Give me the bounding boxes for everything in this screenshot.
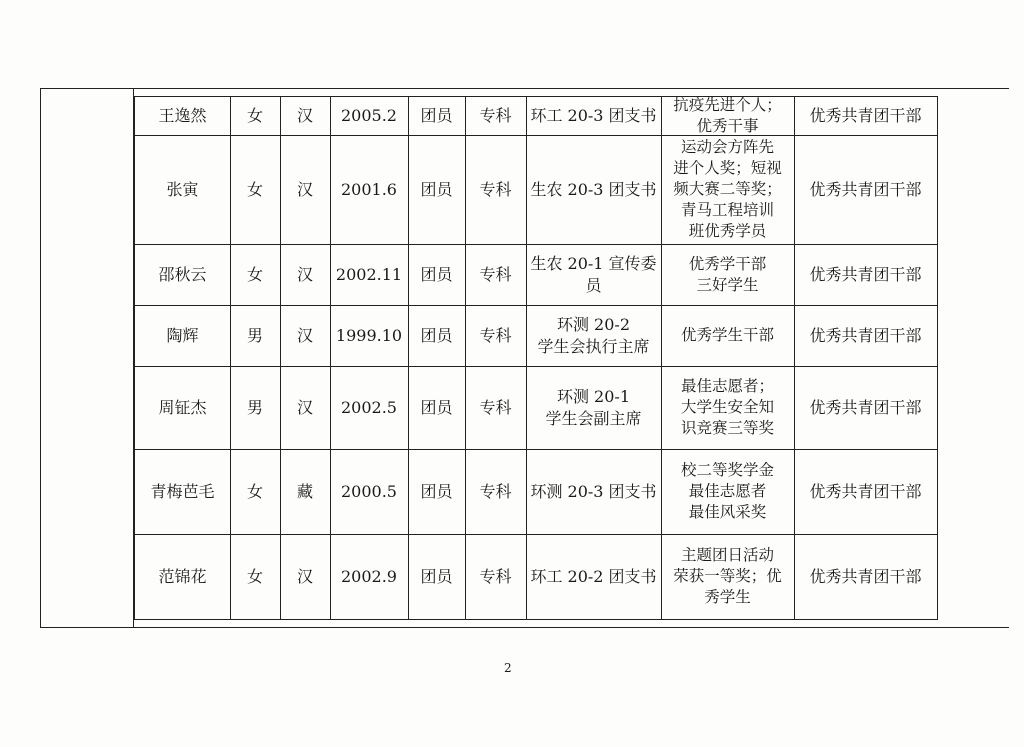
birth-date-text: 2002.11	[335, 264, 403, 284]
name-text: 范锦花	[158, 566, 207, 586]
gender-cell	[230, 366, 281, 450]
honor-title-cell	[794, 366, 938, 450]
education-cell	[465, 305, 527, 367]
awards-text: 校二等奖学金 最佳志愿者 最佳风采奖	[680, 461, 774, 521]
name-text: 张寅	[166, 179, 199, 199]
political-status-cell	[408, 449, 466, 535]
honor-title-text: 优秀共青团干部	[809, 179, 922, 199]
table-row	[134, 96, 946, 136]
table-row	[134, 305, 946, 367]
position-cell	[526, 244, 662, 306]
gender-cell	[230, 449, 281, 535]
honor-title-text: 优秀共青团干部	[809, 481, 922, 501]
awards-text: 优秀学干部 三好学生	[688, 254, 767, 294]
position-text: 环测 20-2 学生会执行主席	[537, 314, 650, 356]
name-cell	[134, 96, 231, 136]
awards-cell	[661, 135, 795, 245]
political-status-cell	[408, 135, 466, 245]
name-cell	[134, 305, 231, 367]
position-text: 生农 20-3 团支书	[530, 179, 657, 199]
political-status-cell	[408, 305, 466, 367]
honor-title-text: 优秀共青团干部	[809, 106, 922, 125]
gender-text: 女	[246, 264, 263, 284]
awards-cell	[661, 534, 795, 620]
education-cell	[465, 135, 527, 245]
political-status-text: 团员	[420, 179, 453, 199]
gender-cell	[230, 244, 281, 306]
political-status-text: 团员	[420, 325, 453, 345]
page-number: 2	[504, 661, 512, 675]
position-text: 环工 20-2 团支书	[530, 566, 657, 586]
awards-cell	[661, 244, 795, 306]
awards-cell	[661, 449, 795, 535]
table-row	[134, 244, 946, 306]
birth-date-text: 2002.9	[341, 566, 397, 586]
table-row	[134, 135, 946, 245]
name-cell	[134, 534, 231, 620]
awards-text: 主题团日活动 荣获一等奖；优 秀学生	[673, 546, 782, 606]
political-status-cell	[408, 366, 466, 450]
birth-date-cell	[330, 449, 409, 535]
political-status-text: 团员	[420, 397, 453, 417]
ethnicity-cell	[280, 366, 331, 450]
ethnicity-cell	[280, 305, 331, 367]
position-text: 环工 20-3 团支书	[530, 106, 657, 125]
ethnicity-cell	[280, 96, 331, 136]
education-text: 专科	[479, 325, 512, 345]
name-cell	[134, 135, 231, 245]
education-cell	[465, 449, 527, 535]
birth-date-cell	[330, 534, 409, 620]
name-text: 邵秋云	[158, 264, 207, 284]
birth-date-text: 2002.5	[341, 397, 397, 417]
gender-cell	[230, 534, 281, 620]
gender-text: 男	[246, 325, 263, 345]
position-cell	[526, 135, 662, 245]
birth-date-cell	[330, 305, 409, 367]
honor-title-text: 优秀共青团干部	[809, 397, 922, 417]
awards-cell	[661, 366, 795, 450]
name-text: 陶辉	[166, 325, 199, 345]
education-text: 专科	[479, 106, 512, 125]
ethnicity-text: 汉	[296, 106, 313, 125]
position-cell	[526, 449, 662, 535]
education-text: 专科	[479, 264, 512, 284]
gender-text: 男	[246, 397, 263, 417]
honor-title-cell	[794, 244, 938, 306]
position-text: 环测 20-3 团支书	[530, 481, 657, 501]
education-text: 专科	[479, 179, 512, 199]
honor-title-text: 优秀共青团干部	[809, 566, 922, 586]
education-text: 专科	[479, 566, 512, 586]
position-text: 环测 20-1 学生会副主席	[545, 386, 642, 428]
ethnicity-cell	[280, 135, 331, 245]
political-status-text: 团员	[420, 264, 453, 284]
education-text: 专科	[479, 481, 512, 501]
name-cell	[134, 244, 231, 306]
education-cell	[465, 96, 527, 136]
honor-title-cell	[794, 96, 938, 136]
political-status-text: 团员	[420, 106, 453, 125]
table-row	[134, 534, 946, 620]
birth-date-cell	[330, 244, 409, 306]
birth-date-cell	[330, 96, 409, 136]
name-text: 王逸然	[158, 106, 207, 125]
ethnicity-text: 汉	[296, 397, 313, 417]
awards-text: 抗疫先进个人； 优秀干事	[673, 96, 782, 135]
gender-text: 女	[246, 106, 263, 125]
gender-cell	[230, 96, 281, 136]
ethnicity-text: 汉	[296, 264, 313, 284]
position-cell	[526, 96, 662, 136]
honor-title-cell	[794, 534, 938, 620]
ethnicity-text: 藏	[296, 481, 313, 501]
political-status-cell	[408, 534, 466, 620]
birth-date-cell	[330, 135, 409, 245]
birth-date-text: 2001.6	[341, 179, 397, 199]
name-cell	[134, 366, 231, 450]
ethnicity-cell	[280, 449, 331, 535]
position-cell	[526, 534, 662, 620]
awards-text: 运动会方阵先 进个人奖；短视 频大赛二等奖； 青马工程培训 班优秀学员	[673, 138, 782, 240]
honor-title-cell	[794, 449, 938, 535]
education-cell	[465, 366, 527, 450]
gender-text: 女	[246, 481, 263, 501]
table-row	[134, 366, 946, 450]
position-cell	[526, 305, 662, 367]
political-status-text: 团员	[420, 481, 453, 501]
birth-date-text: 1999.10	[335, 325, 403, 345]
ethnicity-text: 汉	[296, 179, 313, 199]
birth-date-text: 2005.2	[341, 106, 397, 125]
awards-text: 最佳志愿者； 大学生安全知 识竞赛三等奖	[680, 377, 774, 437]
name-text: 青梅芭毛	[150, 481, 215, 501]
ethnicity-text: 汉	[296, 566, 313, 586]
gender-text: 女	[246, 179, 263, 199]
table-row	[134, 449, 946, 535]
ethnicity-text: 汉	[296, 325, 313, 345]
position-cell	[526, 366, 662, 450]
political-status-cell	[408, 244, 466, 306]
honor-title-text: 优秀共青团干部	[809, 325, 922, 345]
awards-cell	[661, 96, 795, 136]
birth-date-text: 2000.5	[341, 481, 397, 501]
ethnicity-cell	[280, 244, 331, 306]
education-text: 专科	[479, 397, 512, 417]
name-cell	[134, 449, 231, 535]
honor-title-text: 优秀共青团干部	[809, 264, 922, 284]
political-status-cell	[408, 96, 466, 136]
political-status-text: 团员	[420, 566, 453, 586]
gender-cell	[230, 135, 281, 245]
ethnicity-cell	[280, 534, 331, 620]
birth-date-cell	[330, 366, 409, 450]
position-text: 生农 20-1 宣传委 员	[530, 253, 657, 295]
name-text: 周钲杰	[158, 397, 207, 417]
gender-cell	[230, 305, 281, 367]
honor-title-cell	[794, 305, 938, 367]
gender-text: 女	[246, 566, 263, 586]
awards-text: 优秀学生干部	[680, 326, 774, 344]
education-cell	[465, 244, 527, 306]
education-cell	[465, 534, 527, 620]
honor-title-cell	[794, 135, 938, 245]
awards-cell	[661, 305, 795, 367]
